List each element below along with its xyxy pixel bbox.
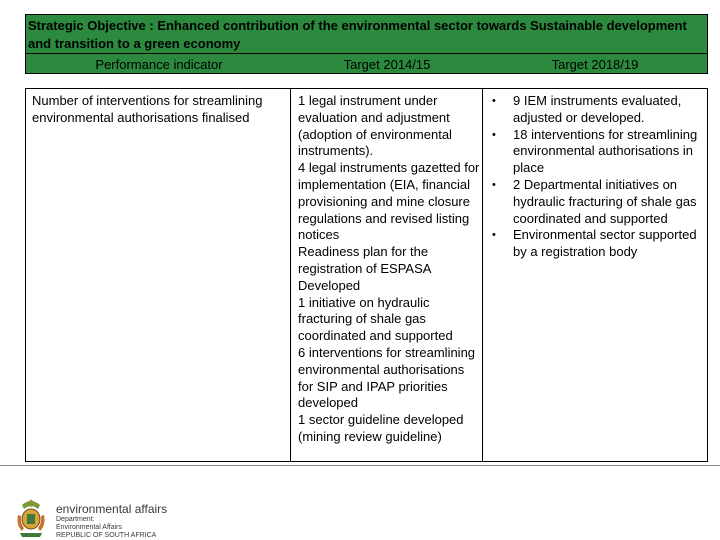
list-item xyxy=(492,227,702,261)
list-item-text: Environmental sector supported by a registration body xyxy=(513,227,697,260)
list-item xyxy=(492,127,702,177)
list-item xyxy=(492,177,702,227)
column-header-performance-indicator: Performance indicator xyxy=(95,57,223,72)
brand-line: Department: xyxy=(56,516,95,523)
list-item xyxy=(492,93,702,127)
list-item: 1 initiative on hydraulic fracturing of shale gas coordinated and supported xyxy=(298,294,453,344)
strategic-objective-title: Strategic Objective : Enhanced contribution of the environmental sector towards Sustainable development and transition to a green economy xyxy=(28,18,687,51)
target-2018-cell xyxy=(492,93,702,261)
column-header-target-2014: Target 2014/15 xyxy=(343,57,431,72)
list-item: 6 interventions for streamlining environmental authorisations for SIP and IPAP priorities developed xyxy=(298,344,476,411)
table-divider xyxy=(482,88,483,462)
list-item-text: 18 interventions for streamlining environmental authorisations in place xyxy=(513,126,698,176)
bullet-icon: • xyxy=(492,229,496,242)
list-item: 1 sector guideline developed (mining review guideline) xyxy=(298,412,464,444)
column-header-target-2018: Target 2018/19 xyxy=(551,57,639,72)
target-2014-cell xyxy=(298,93,480,446)
bullet-icon: • xyxy=(492,95,496,107)
footer-divider xyxy=(0,465,720,466)
department-brand xyxy=(56,502,167,540)
brand-name: environmental affairs xyxy=(56,502,168,516)
bullet-icon: • xyxy=(492,178,496,191)
list-item-text: 9 IEM instruments evaluated, adjusted or developed. xyxy=(513,93,682,125)
list-item: 4 legal instruments gazetted for implementation (EIA, financial provisioning and mine closure regulations and revised listing notices xyxy=(298,160,480,243)
coat-of-arms-logo-icon xyxy=(10,495,52,539)
brand-line: Environmental Affairs xyxy=(56,524,123,531)
list-item: Readiness plan for the registration of ESPASA Developed xyxy=(298,244,431,293)
bullet-icon: • xyxy=(492,128,496,141)
list-item: 1 legal instrument under evaluation and adjustment (adoption of environmental instruments). xyxy=(298,93,452,159)
list-item-text: 2 Departmental initiatives on hydraulic fracturing of shale gas coordinated and supported xyxy=(513,176,697,226)
performance-indicator-cell: Number of interventions for streamlining environmental authorisations finalised xyxy=(32,93,263,125)
brand-line: REPUBLIC OF SOUTH AFRICA xyxy=(56,532,157,539)
table-divider xyxy=(290,88,291,462)
